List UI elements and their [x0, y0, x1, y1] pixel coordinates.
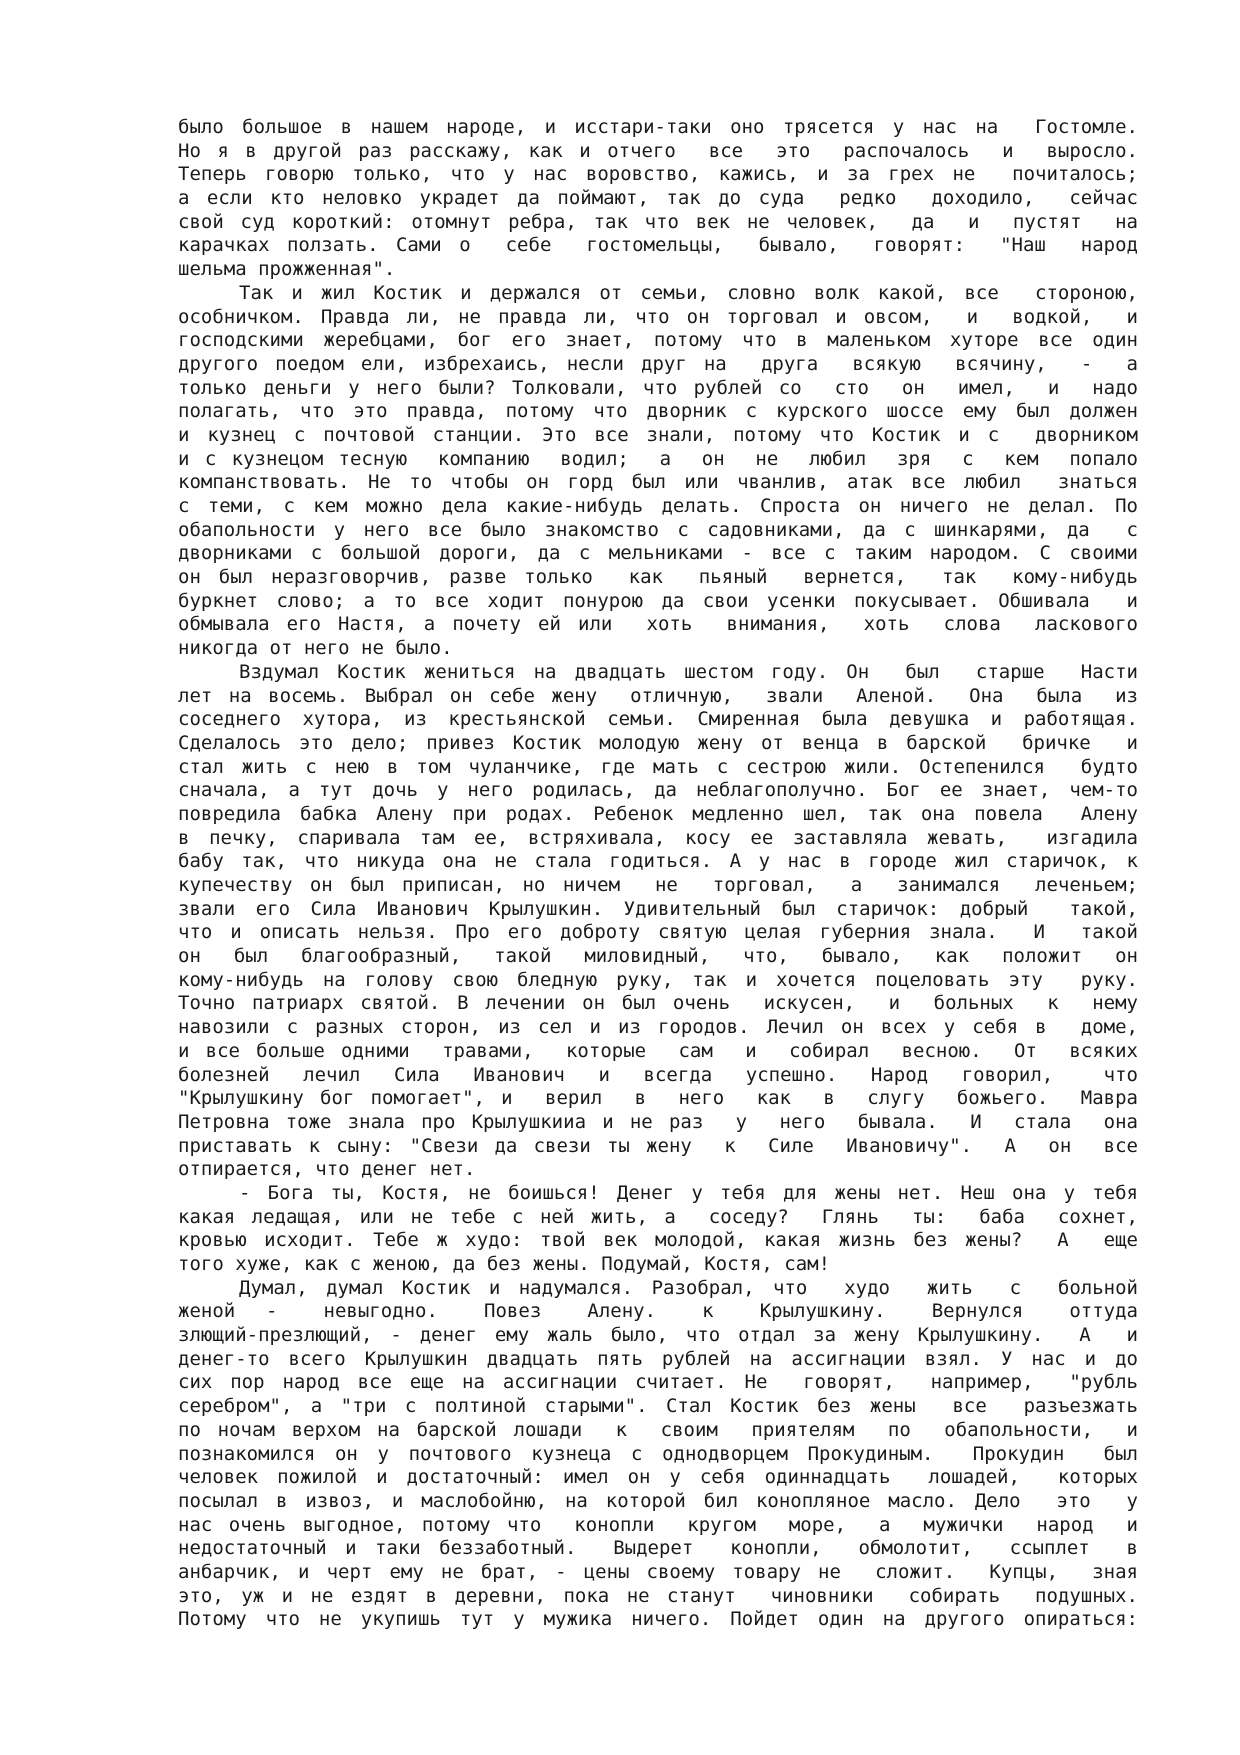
text-line: шельма прожженная". [178, 258, 396, 281]
text-line: карачках ползать. Сами о себе гостомельцы, бывало, говорят: "Наш народ [178, 234, 1138, 257]
text-line: злющий-презлющий, - денег ему жаль было, что отдал за жену Крылушкину. А и [178, 1324, 1138, 1347]
text-line: того хуже, как с женою, да без жены. Подумай, Костя, сам! [178, 1253, 831, 1275]
text-line: Но я в другой раз расскажу, как и отчего все это распочалось и выросло. [178, 139, 1138, 162]
text-line: сначала, а тут дочь у него родилась, да неблагополучно. Бог ее знает, чем-то [178, 779, 1138, 802]
text-line: господскими жеребцами, бог его знает, потому что в маленьком хуторе все один [178, 329, 1138, 352]
text-line: Теперь говорю только, что у нас воровство, кажись, и за грех не почиталось; [178, 163, 1138, 186]
text-line: по ночам верхом на барской лошади к своим приятелям по обапольности, и [178, 1418, 1138, 1441]
text-line: звали его Сила Иванович Крылушкин. Удивительный был старичок: добрый такой, [178, 897, 1138, 920]
text-line: и с кузнецом тесную компанию водил; а он не любил зря с кем попало [178, 447, 1138, 470]
text-line: сих пор народ все еще на ассигнации считает. Не говорят, например, "рубль [178, 1371, 1138, 1394]
text-line: Думал, думал Костик и надумался. Разобрал, что худо жить с больной [239, 1276, 1138, 1299]
text-line: в печку, спаривала там ее, встряхивала, косу ее заставляла жевать, изгадила [178, 826, 1138, 849]
text-line: стал жить с нею в том чуланчике, где мать с сестрою жили. Остепенился будто [178, 755, 1138, 778]
text-line: было большое в нашем народе, и исстари-таки оно трясется у нас на Гостомле. [178, 116, 1138, 138]
text-line: анбарчик, и черт ему не брат, - цены своему товару не сложит. Купцы, зная [178, 1560, 1138, 1583]
text-line: серебром", а "три с полтиной старыми". Стал Костик без жены все разъезжать [178, 1395, 1138, 1418]
text-line: отпирается, что денег нет. [178, 1158, 476, 1181]
text-line: Петровна тоже знала про Крылушкииа и не раз у него бывала. И стала она [178, 1110, 1138, 1133]
text-line: болезней лечил Сила Иванович и всегда успешно. Народ говорил, что [178, 1063, 1138, 1086]
body-text [178, 116, 1138, 1632]
text-line: никогда от него не было. [178, 637, 453, 660]
text-line: и все больше одними травами, которые сам и собирал весною. От всяких [178, 1039, 1138, 1062]
text-line: навозили с разных сторон, из сел и из городов. Лечил он всех у себя в доме, [178, 1016, 1138, 1039]
text-line: Точно патриарх святой. В лечении он был очень искусен, и больных к нему [178, 992, 1138, 1015]
text-line: "Крылушкину бог помогает", и верил в него как в слугу божьего. Мавра [178, 1087, 1138, 1110]
text-line: особничком. Правда ли, не правда ли, что он торговал и овсом, и водкой, и [178, 305, 1138, 328]
text-line: бабу так, что никуда она не стала годиться. А у нас в городе жил старичок, к [178, 850, 1138, 873]
text-line: лет на восемь. Выбрал он себе жену отличную, звали Аленой. Она была из [178, 684, 1138, 707]
text-line: он был неразговорчив, разве только как пьяный вернется, так кому-нибудь [178, 566, 1138, 589]
text-line: человек пожилой и достаточный: имел он у себя одиннадцать лошадей, которых [178, 1466, 1138, 1489]
text-line: нас очень выгодное, потому что конопли кругом море, а мужички народ и [178, 1513, 1138, 1536]
text-line: компанствовать. Не то чтобы он горд был или чванлив, атак все любил знаться [178, 471, 1138, 494]
text-line: полагать, что это правда, потому что дворник с курского шоссе ему был должен [178, 400, 1138, 423]
text-line: купечеству он был приписан, но ничем не торговал, а занимался леченьем; [178, 874, 1138, 896]
text-line: это, уж и не ездят в деревни, пока не станут чиновники собирать подушных. [178, 1584, 1138, 1607]
text-line: женой - невыгодно. Повез Алену. к Крылушкину. Вернулся оттуда [178, 1300, 1138, 1323]
text-line: с теми, с кем можно дела какие-нибудь делать. Спроста он ничего не делал. По [178, 495, 1138, 517]
text-line: буркнет слово; а то все ходит понурою да свои усенки покусывает. Обшивала и [178, 589, 1138, 612]
text-line: кому-нибудь на голову свою бледную руку, так и хочется поцеловать эту руку. [178, 968, 1138, 991]
text-line: и кузнец с почтовой станции. Это все знали, потому что Костик и с дворником [178, 423, 1138, 446]
text-line: посылал в извоз, и маслобойню, на которой бил конопляное масло. Дело это у [178, 1489, 1138, 1512]
text-line: Потому что не укупишь тут у мужика ничего. Пойдет один на другого опираться: [178, 1608, 1138, 1631]
text-line: только деньги у него были? Толковали, что рублей со сто он имел, и надо [178, 376, 1138, 399]
text-line: что и описать нельзя. Про его доброту святую целая губерния знала. И такой [178, 921, 1138, 944]
text-line: кровью исходит. Тебе ж худо: твой век молодой, какая жизнь без жены? А еще [178, 1229, 1138, 1252]
text-line: обапольности у него все было знакомство с садовниками, да с шинкарями, да с [178, 518, 1138, 541]
text-line: денег-то всего Крылушкин двадцать пять рублей на ассигнации взял. У нас и до [178, 1347, 1138, 1370]
text-line: свой суд короткий: отомнут ребра, так что век не человек, да и пустят на [178, 210, 1138, 233]
text-line: он был благообразный, такой миловидный, что, бывало, как положит он [178, 945, 1138, 968]
text-line: а если кто неловко украдет да поймают, так до суда редко доходило, сейчас [178, 187, 1138, 210]
text-line: какая ледащая, или не тебе с ней жить, а соседу? Глянь ты: баба сохнет, [178, 1205, 1138, 1228]
text-line: Вздумал Костик жениться на двадцать шестом году. Он был старше Насти [239, 660, 1138, 683]
text-line: повредила бабка Алену при родах. Ребенок медленно шел, так она повела Алену [178, 802, 1138, 825]
text-line: соседнего хутора, из крестьянской семьи. Смиренная была девушка и работящая. [178, 708, 1138, 731]
text-line: дворниками с большой дороги, да с мельниками - все с таким народом. С своими [178, 542, 1138, 565]
text-line: Так и жил Костик и держался от семьи, словно волк какой, все стороною, [239, 281, 1138, 304]
text-line: познакомился он у почтового кузнеца с однодворцем Прокудиным. Прокудин был [178, 1442, 1138, 1465]
text-line: - Бога ты, Костя, не боишься! Денег у тебя для жены нет. Неш она у тебя [239, 1181, 1138, 1204]
text-line: другого поедом ели, избрехаись, несли друг на друга всякую всячину, - а [178, 352, 1138, 375]
text-line: недостаточный и таки беззаботный. Выдерет конопли, обмолотит, ссыплет в [178, 1537, 1138, 1560]
text-line: обмывала его Настя, а почету ей или хоть внимания, хоть слова ласкового [178, 613, 1138, 636]
text-line: приставать к сыну: "Свези да свези ты жену к Силе Ивановичу". А он все [178, 1134, 1138, 1157]
text-line: Сделалось это дело; привез Костик молодую жену от венца в барской бричке и [178, 731, 1138, 754]
